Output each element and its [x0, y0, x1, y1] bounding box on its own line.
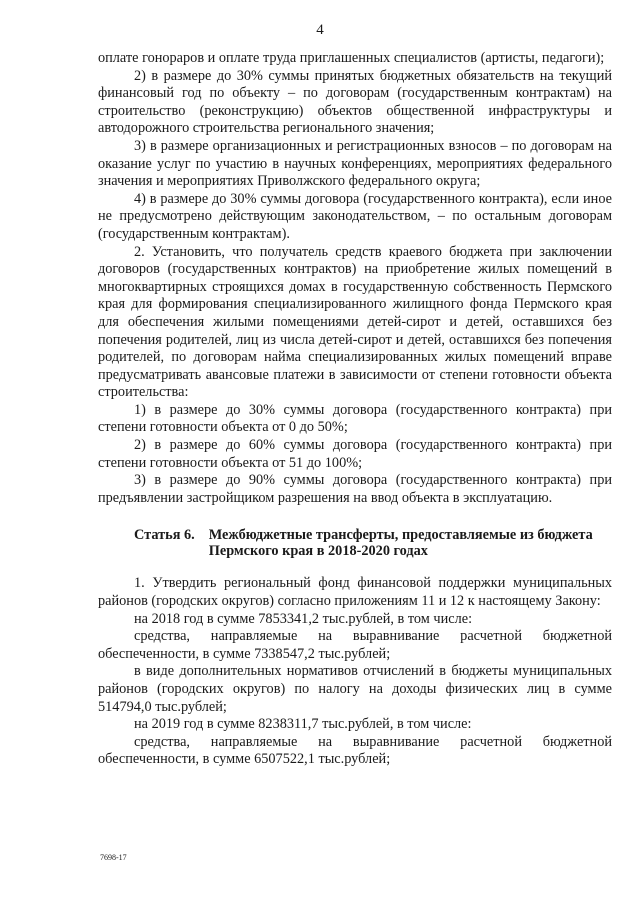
paragraph: 1. Утвердить региональный фонд финансовой поддержки муниципальных районов (городских округов) согласно приложениям 11 и 12 к настоящему Закону: — [98, 575, 612, 610]
article-heading — [98, 527, 612, 559]
paragraph: 2) в размере до 30% суммы принятых бюджетных обязательств на текущий финансовый год по объекту – по договорам (государственным контрактам) на строительство (реконструкцию) объектов общественной инфраструктуры и автодорожного строительства регионального значения; — [98, 67, 612, 137]
paragraph: 3) в размере до 90% суммы договора (государственного контракта) при предъявлении застройщиком разрешения на ввод объекта в эксплуатацию. — [98, 472, 612, 506]
page-number: 4 — [316, 22, 324, 38]
document-body — [98, 50, 612, 769]
paragraph: 4) в размере до 30% суммы договора (государственного контракта), если иное не предусмотрено действующим законодательством, – по остальным договорам (государственным контрактам). — [98, 190, 612, 242]
paragraph: на 2018 год в сумме 7853341,2 тыс.рублей, в том числе: — [134, 610, 473, 627]
paragraph: на 2019 год в сумме 8238311,7 тыс.рублей, в том числе: — [134, 716, 472, 733]
paragraph: 3) в размере организационных и регистрационных взносов – по договорам на оказание услуг по участию в научных конференциях, мероприятиях федерального значения и мероприятиях Приволжского федерального округа; — [98, 137, 612, 190]
paragraph: 2. Установить, что получатель средств краевого бюджета при заключении договоров (государственных контрактов) на приобретение жилых помещений в многоквартирных строящихся домах в государственную собственность Пермского края для формирования специализированного жилищного фонда Пермского края для обеспечения жилыми помещениями детей-сирот и детей, оставшихся без попечения родителей, лиц из числа детей-сирот и детей, оставшихся без попечения родителей, по договорам найма специализированных жилых помещений вправе предусматривать авансовые платежи в зависимости от степени готовности объекта строительства: — [98, 243, 612, 401]
paragraph: средства, направляемые на выравнивание расчетной бюджетной обеспеченности, в сумме 7338547,2 тыс.рублей; — [98, 628, 612, 662]
paragraph: оплате гонораров и оплате труда приглашенных специалистов (артисты, педагоги); — [98, 50, 605, 66]
article-number: Статья 6. — [134, 527, 195, 544]
paragraph: средства, направляемые на выравнивание расчетной бюджетной обеспеченности, в сумме 6507522,1 тыс.рублей; — [98, 733, 612, 768]
paragraph: 2) в размере до 60% суммы договора (государственного контракта) при степени готовности объекта от 51 до 100%; — [98, 437, 612, 471]
paragraph: в виде дополнительных нормативов отчислений в бюджеты муниципальных районов (городских округов) по налогу на доходы физических лиц в сумме 514794,0 тыс.рублей; — [98, 663, 612, 715]
paragraph: 1) в размере до 30% суммы договора (государственного контракта) при степени готовности объекта от 0 до 50%; — [98, 401, 612, 436]
document-code: 7698-17 — [100, 853, 127, 862]
article-title: Межбюджетные трансферты, предоставляемые из бюджета Пермского края в 2018-2020 годах — [208, 527, 593, 560]
